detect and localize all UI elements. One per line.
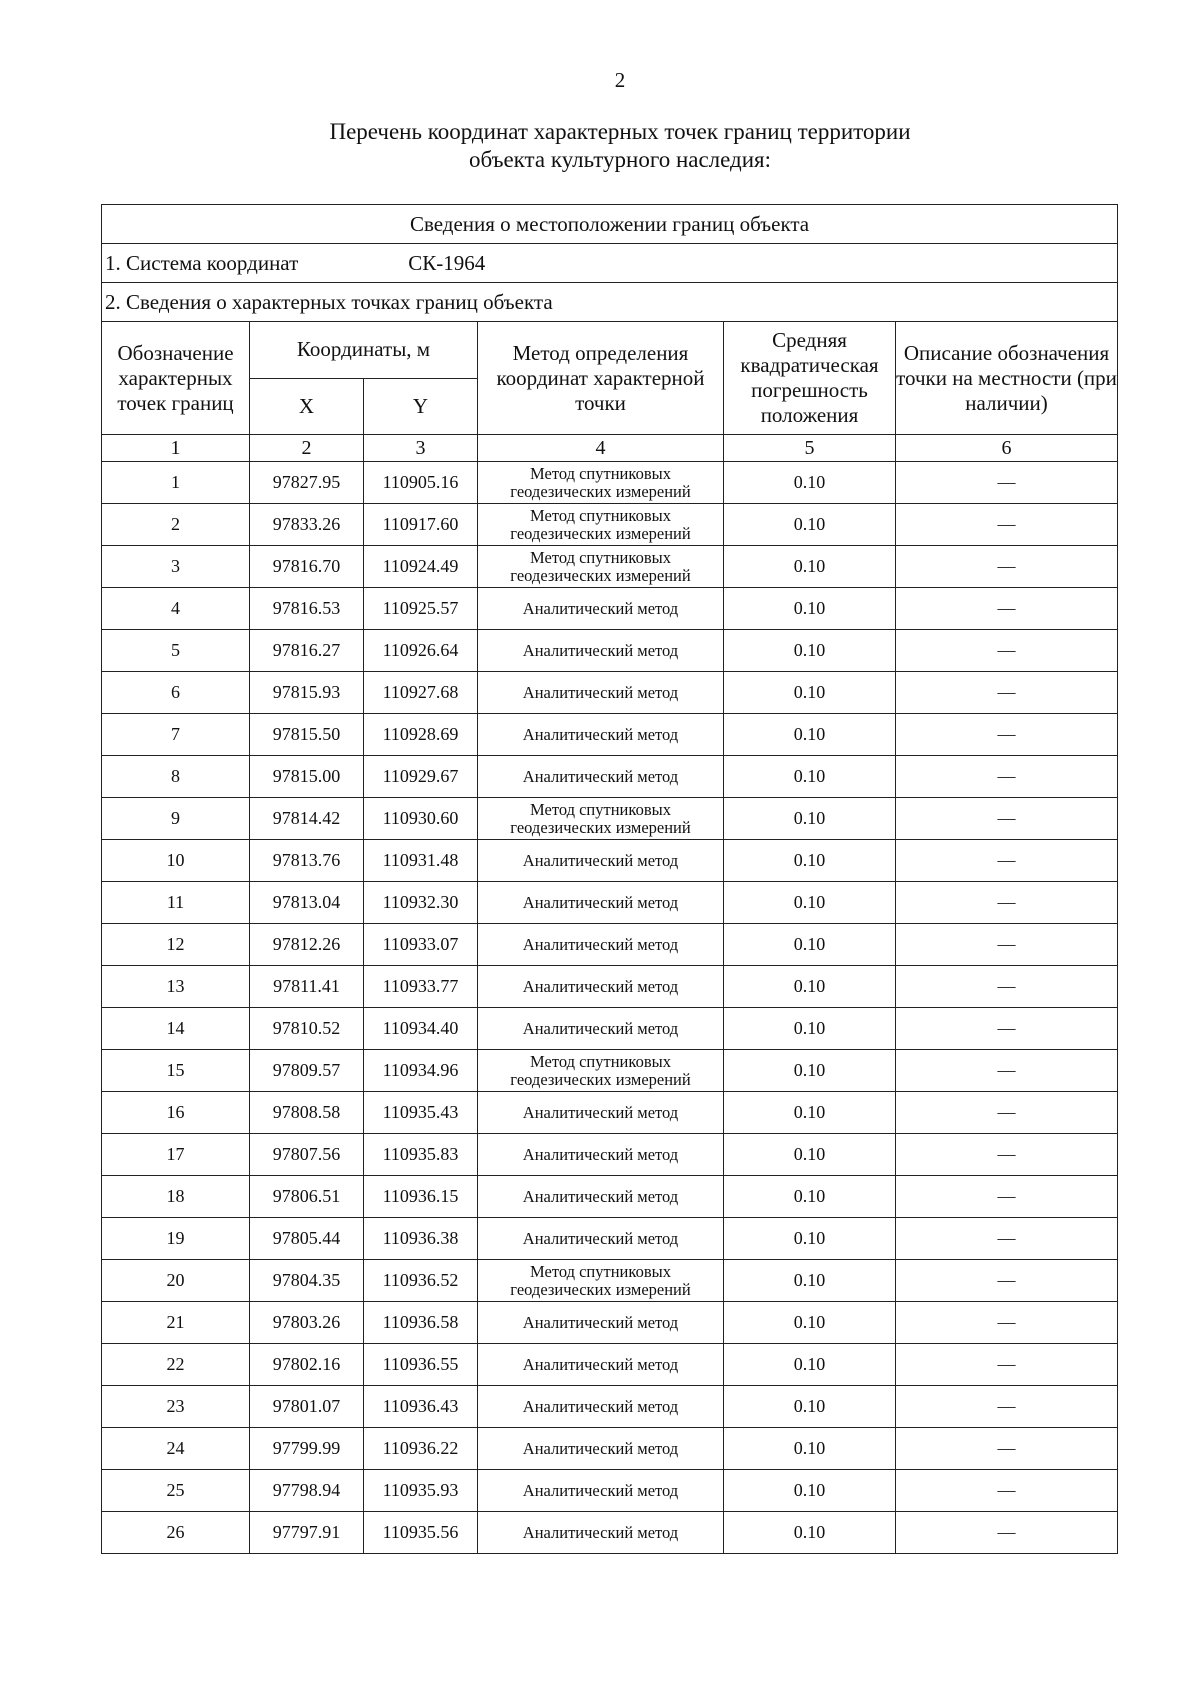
header-method: Метод определения координат характерной точки bbox=[478, 322, 724, 435]
point-number-cell: 6 bbox=[102, 672, 250, 714]
method-cell: Аналитический метод bbox=[478, 840, 724, 882]
x-coordinate-cell: 97802.16 bbox=[250, 1344, 364, 1386]
y-coordinate-cell: 110931.48 bbox=[364, 840, 478, 882]
y-coordinate-cell: 110905.16 bbox=[364, 462, 478, 504]
table-row bbox=[102, 714, 1118, 756]
coordinate-system-label: 1. Система координат bbox=[105, 250, 299, 275]
x-coordinate-cell: 97827.95 bbox=[250, 462, 364, 504]
point-number-cell: 18 bbox=[102, 1176, 250, 1218]
y-coordinate-cell: 110926.64 bbox=[364, 630, 478, 672]
method-cell: Метод спутниковых геодезических измерений bbox=[478, 504, 724, 546]
error-cell: 0.10 bbox=[724, 546, 896, 588]
table-row bbox=[102, 588, 1118, 630]
error-cell: 0.10 bbox=[724, 756, 896, 798]
table-row bbox=[102, 1512, 1118, 1554]
error-cell: 0.10 bbox=[724, 1176, 896, 1218]
point-number-cell: 2 bbox=[102, 504, 250, 546]
x-coordinate-cell: 97815.50 bbox=[250, 714, 364, 756]
table-row bbox=[102, 966, 1118, 1008]
y-coordinate-cell: 110935.93 bbox=[364, 1470, 478, 1512]
x-coordinate-cell: 97813.04 bbox=[250, 882, 364, 924]
error-cell: 0.10 bbox=[724, 672, 896, 714]
method-cell: Аналитический метод bbox=[478, 1344, 724, 1386]
x-coordinate-cell: 97801.07 bbox=[250, 1386, 364, 1428]
error-cell: 0.10 bbox=[724, 1386, 896, 1428]
description-cell: — bbox=[896, 882, 1118, 924]
point-number-cell: 23 bbox=[102, 1386, 250, 1428]
y-coordinate-cell: 110930.60 bbox=[364, 798, 478, 840]
x-coordinate-cell: 97799.99 bbox=[250, 1428, 364, 1470]
header-description: Описание обозначения точки на местности (при наличии) bbox=[896, 322, 1118, 435]
description-cell: — bbox=[896, 1260, 1118, 1302]
x-coordinate-cell: 97816.53 bbox=[250, 588, 364, 630]
error-cell: 0.10 bbox=[724, 840, 896, 882]
description-cell: — bbox=[896, 1512, 1118, 1554]
x-coordinate-cell: 97805.44 bbox=[250, 1218, 364, 1260]
error-cell: 0.10 bbox=[724, 798, 896, 840]
method-cell: Аналитический метод bbox=[478, 714, 724, 756]
point-number-cell: 21 bbox=[102, 1302, 250, 1344]
coordinate-system-row bbox=[102, 244, 1118, 283]
y-coordinate-cell: 110936.55 bbox=[364, 1344, 478, 1386]
column-number: 4 bbox=[478, 435, 724, 462]
x-coordinate-cell: 97808.58 bbox=[250, 1092, 364, 1134]
x-coordinate-cell: 97815.93 bbox=[250, 672, 364, 714]
y-coordinate-cell: 110936.38 bbox=[364, 1218, 478, 1260]
error-cell: 0.10 bbox=[724, 588, 896, 630]
y-coordinate-cell: 110934.96 bbox=[364, 1050, 478, 1092]
point-number-cell: 24 bbox=[102, 1428, 250, 1470]
error-cell: 0.10 bbox=[724, 1470, 896, 1512]
header-x: X bbox=[250, 378, 364, 435]
y-coordinate-cell: 110936.22 bbox=[364, 1428, 478, 1470]
point-number-cell: 13 bbox=[102, 966, 250, 1008]
description-cell: — bbox=[896, 1176, 1118, 1218]
description-cell: — bbox=[896, 630, 1118, 672]
point-number-cell: 8 bbox=[102, 756, 250, 798]
x-coordinate-cell: 97816.70 bbox=[250, 546, 364, 588]
point-number-cell: 26 bbox=[102, 1512, 250, 1554]
y-coordinate-cell: 110917.60 bbox=[364, 504, 478, 546]
table-row bbox=[102, 462, 1118, 504]
y-coordinate-cell: 110935.83 bbox=[364, 1134, 478, 1176]
description-cell: — bbox=[896, 1386, 1118, 1428]
point-number-cell: 20 bbox=[102, 1260, 250, 1302]
method-cell: Аналитический метод bbox=[478, 1134, 724, 1176]
y-coordinate-cell: 110929.67 bbox=[364, 756, 478, 798]
method-cell: Аналитический метод bbox=[478, 672, 724, 714]
y-coordinate-cell: 110936.43 bbox=[364, 1386, 478, 1428]
point-number-cell: 15 bbox=[102, 1050, 250, 1092]
error-cell: 0.10 bbox=[724, 1050, 896, 1092]
description-cell: — bbox=[896, 1050, 1118, 1092]
error-cell: 0.10 bbox=[724, 462, 896, 504]
page-title bbox=[0, 118, 1200, 174]
error-cell: 0.10 bbox=[724, 504, 896, 546]
x-coordinate-cell: 97815.00 bbox=[250, 756, 364, 798]
x-coordinate-cell: 97806.51 bbox=[250, 1176, 364, 1218]
y-coordinate-cell: 110924.49 bbox=[364, 546, 478, 588]
coordinates-table bbox=[101, 204, 1118, 1554]
error-cell: 0.10 bbox=[724, 1344, 896, 1386]
point-number-cell: 14 bbox=[102, 1008, 250, 1050]
x-coordinate-cell: 97803.26 bbox=[250, 1302, 364, 1344]
method-cell: Аналитический метод bbox=[478, 1008, 724, 1050]
table-row bbox=[102, 1050, 1118, 1092]
description-cell: — bbox=[896, 1470, 1118, 1512]
description-cell: — bbox=[896, 546, 1118, 588]
header-error: Средняя квадратическая погрешность положения bbox=[724, 322, 896, 435]
description-cell: — bbox=[896, 1218, 1118, 1260]
point-number-cell: 11 bbox=[102, 882, 250, 924]
table-row bbox=[102, 798, 1118, 840]
y-coordinate-cell: 110936.58 bbox=[364, 1302, 478, 1344]
table-row bbox=[102, 630, 1118, 672]
table-row bbox=[102, 1260, 1118, 1302]
x-coordinate-cell: 97811.41 bbox=[250, 966, 364, 1008]
method-cell: Аналитический метод bbox=[478, 966, 724, 1008]
table-row bbox=[102, 504, 1118, 546]
table-row bbox=[102, 1134, 1118, 1176]
point-number-cell: 1 bbox=[102, 462, 250, 504]
table-row bbox=[102, 924, 1118, 966]
description-cell: — bbox=[896, 798, 1118, 840]
point-number-cell: 5 bbox=[102, 630, 250, 672]
point-number-cell: 25 bbox=[102, 1470, 250, 1512]
y-coordinate-cell: 110935.43 bbox=[364, 1092, 478, 1134]
y-coordinate-cell: 110936.52 bbox=[364, 1260, 478, 1302]
description-cell: — bbox=[896, 504, 1118, 546]
y-coordinate-cell: 110935.56 bbox=[364, 1512, 478, 1554]
point-number-cell: 17 bbox=[102, 1134, 250, 1176]
x-coordinate-cell: 97813.76 bbox=[250, 840, 364, 882]
method-cell: Метод спутниковых геодезических измерений bbox=[478, 462, 724, 504]
column-number: 3 bbox=[364, 435, 478, 462]
error-cell: 0.10 bbox=[724, 1428, 896, 1470]
error-cell: 0.10 bbox=[724, 1008, 896, 1050]
method-cell: Аналитический метод bbox=[478, 756, 724, 798]
x-coordinate-cell: 97798.94 bbox=[250, 1470, 364, 1512]
x-coordinate-cell: 97797.91 bbox=[250, 1512, 364, 1554]
error-cell: 0.10 bbox=[724, 1260, 896, 1302]
error-cell: 0.10 bbox=[724, 924, 896, 966]
description-cell: — bbox=[896, 1008, 1118, 1050]
point-number-cell: 7 bbox=[102, 714, 250, 756]
method-cell: Аналитический метод bbox=[478, 1176, 724, 1218]
method-cell: Метод спутниковых геодезических измерений bbox=[478, 798, 724, 840]
y-coordinate-cell: 110933.07 bbox=[364, 924, 478, 966]
description-cell: — bbox=[896, 1302, 1118, 1344]
y-coordinate-cell: 110927.68 bbox=[364, 672, 478, 714]
method-cell: Аналитический метод bbox=[478, 1092, 724, 1134]
header-coordinates: Координаты, м bbox=[250, 322, 478, 379]
point-number-cell: 4 bbox=[102, 588, 250, 630]
method-cell: Метод спутниковых геодезических измерений bbox=[478, 546, 724, 588]
point-number-cell: 16 bbox=[102, 1092, 250, 1134]
table-row bbox=[102, 1470, 1118, 1512]
point-number-cell: 10 bbox=[102, 840, 250, 882]
method-cell: Аналитический метод bbox=[478, 1470, 724, 1512]
method-cell: Аналитический метод bbox=[478, 882, 724, 924]
table-row bbox=[102, 1008, 1118, 1050]
description-cell: — bbox=[896, 1428, 1118, 1470]
x-coordinate-cell: 97809.57 bbox=[250, 1050, 364, 1092]
method-cell: Аналитический метод bbox=[478, 588, 724, 630]
section-header: Сведения о местоположении границ объекта bbox=[102, 205, 1118, 244]
table-row bbox=[102, 1302, 1118, 1344]
description-cell: — bbox=[896, 714, 1118, 756]
table-row bbox=[102, 840, 1118, 882]
error-cell: 0.10 bbox=[724, 1302, 896, 1344]
table-row bbox=[102, 672, 1118, 714]
x-coordinate-cell: 97833.26 bbox=[250, 504, 364, 546]
table-row bbox=[102, 756, 1118, 798]
table-row bbox=[102, 1092, 1118, 1134]
table-row bbox=[102, 1386, 1118, 1428]
column-number: 6 bbox=[896, 435, 1118, 462]
method-cell: Аналитический метод bbox=[478, 924, 724, 966]
x-coordinate-cell: 97816.27 bbox=[250, 630, 364, 672]
point-number-cell: 9 bbox=[102, 798, 250, 840]
table-row bbox=[102, 1176, 1118, 1218]
x-coordinate-cell: 97812.26 bbox=[250, 924, 364, 966]
y-coordinate-cell: 110934.40 bbox=[364, 1008, 478, 1050]
error-cell: 0.10 bbox=[724, 1092, 896, 1134]
description-cell: — bbox=[896, 1344, 1118, 1386]
method-cell: Аналитический метод bbox=[478, 1302, 724, 1344]
y-coordinate-cell: 110936.15 bbox=[364, 1176, 478, 1218]
description-cell: — bbox=[896, 1134, 1118, 1176]
table-row bbox=[102, 1218, 1118, 1260]
description-cell: — bbox=[896, 1092, 1118, 1134]
error-cell: 0.10 bbox=[724, 1512, 896, 1554]
coordinate-system-value: СК-1964 bbox=[408, 250, 486, 275]
error-cell: 0.10 bbox=[724, 630, 896, 672]
y-coordinate-cell: 110928.69 bbox=[364, 714, 478, 756]
title-line-1: Перечень координат характерных точек границ территории bbox=[329, 119, 911, 144]
points-section-label: 2. Сведения о характерных точках границ объекта bbox=[102, 283, 1118, 322]
error-cell: 0.10 bbox=[724, 1134, 896, 1176]
error-cell: 0.10 bbox=[724, 714, 896, 756]
description-cell: — bbox=[896, 924, 1118, 966]
description-cell: — bbox=[896, 672, 1118, 714]
method-cell: Метод спутниковых геодезических измерений bbox=[478, 1050, 724, 1092]
method-cell: Метод спутниковых геодезических измерений bbox=[478, 1260, 724, 1302]
method-cell: Аналитический метод bbox=[478, 1428, 724, 1470]
method-cell: Аналитический метод bbox=[478, 1512, 724, 1554]
x-coordinate-cell: 97814.42 bbox=[250, 798, 364, 840]
point-number-cell: 3 bbox=[102, 546, 250, 588]
table-row bbox=[102, 882, 1118, 924]
y-coordinate-cell: 110932.30 bbox=[364, 882, 478, 924]
column-number: 2 bbox=[250, 435, 364, 462]
error-cell: 0.10 bbox=[724, 966, 896, 1008]
method-cell: Аналитический метод bbox=[478, 1218, 724, 1260]
y-coordinate-cell: 110925.57 bbox=[364, 588, 478, 630]
column-number: 1 bbox=[102, 435, 250, 462]
description-cell: — bbox=[896, 966, 1118, 1008]
y-coordinate-cell: 110933.77 bbox=[364, 966, 478, 1008]
error-cell: 0.10 bbox=[724, 882, 896, 924]
page-number: 2 bbox=[614, 68, 626, 92]
table-row bbox=[102, 1428, 1118, 1470]
point-number-cell: 12 bbox=[102, 924, 250, 966]
point-number-cell: 19 bbox=[102, 1218, 250, 1260]
header-point-designation: Обозначение характерных точек границ bbox=[102, 322, 250, 435]
description-cell: — bbox=[896, 588, 1118, 630]
table-row bbox=[102, 546, 1118, 588]
x-coordinate-cell: 97810.52 bbox=[250, 1008, 364, 1050]
error-cell: 0.10 bbox=[724, 1218, 896, 1260]
description-cell: — bbox=[896, 756, 1118, 798]
description-cell: — bbox=[896, 462, 1118, 504]
method-cell: Аналитический метод bbox=[478, 630, 724, 672]
header-y: Y bbox=[364, 378, 478, 435]
method-cell: Аналитический метод bbox=[478, 1386, 724, 1428]
title-line-2: объекта культурного наследия: bbox=[468, 147, 772, 172]
x-coordinate-cell: 97804.35 bbox=[250, 1260, 364, 1302]
description-cell: — bbox=[896, 840, 1118, 882]
column-number: 5 bbox=[724, 435, 896, 462]
table-row bbox=[102, 1344, 1118, 1386]
x-coordinate-cell: 97807.56 bbox=[250, 1134, 364, 1176]
point-number-cell: 22 bbox=[102, 1344, 250, 1386]
